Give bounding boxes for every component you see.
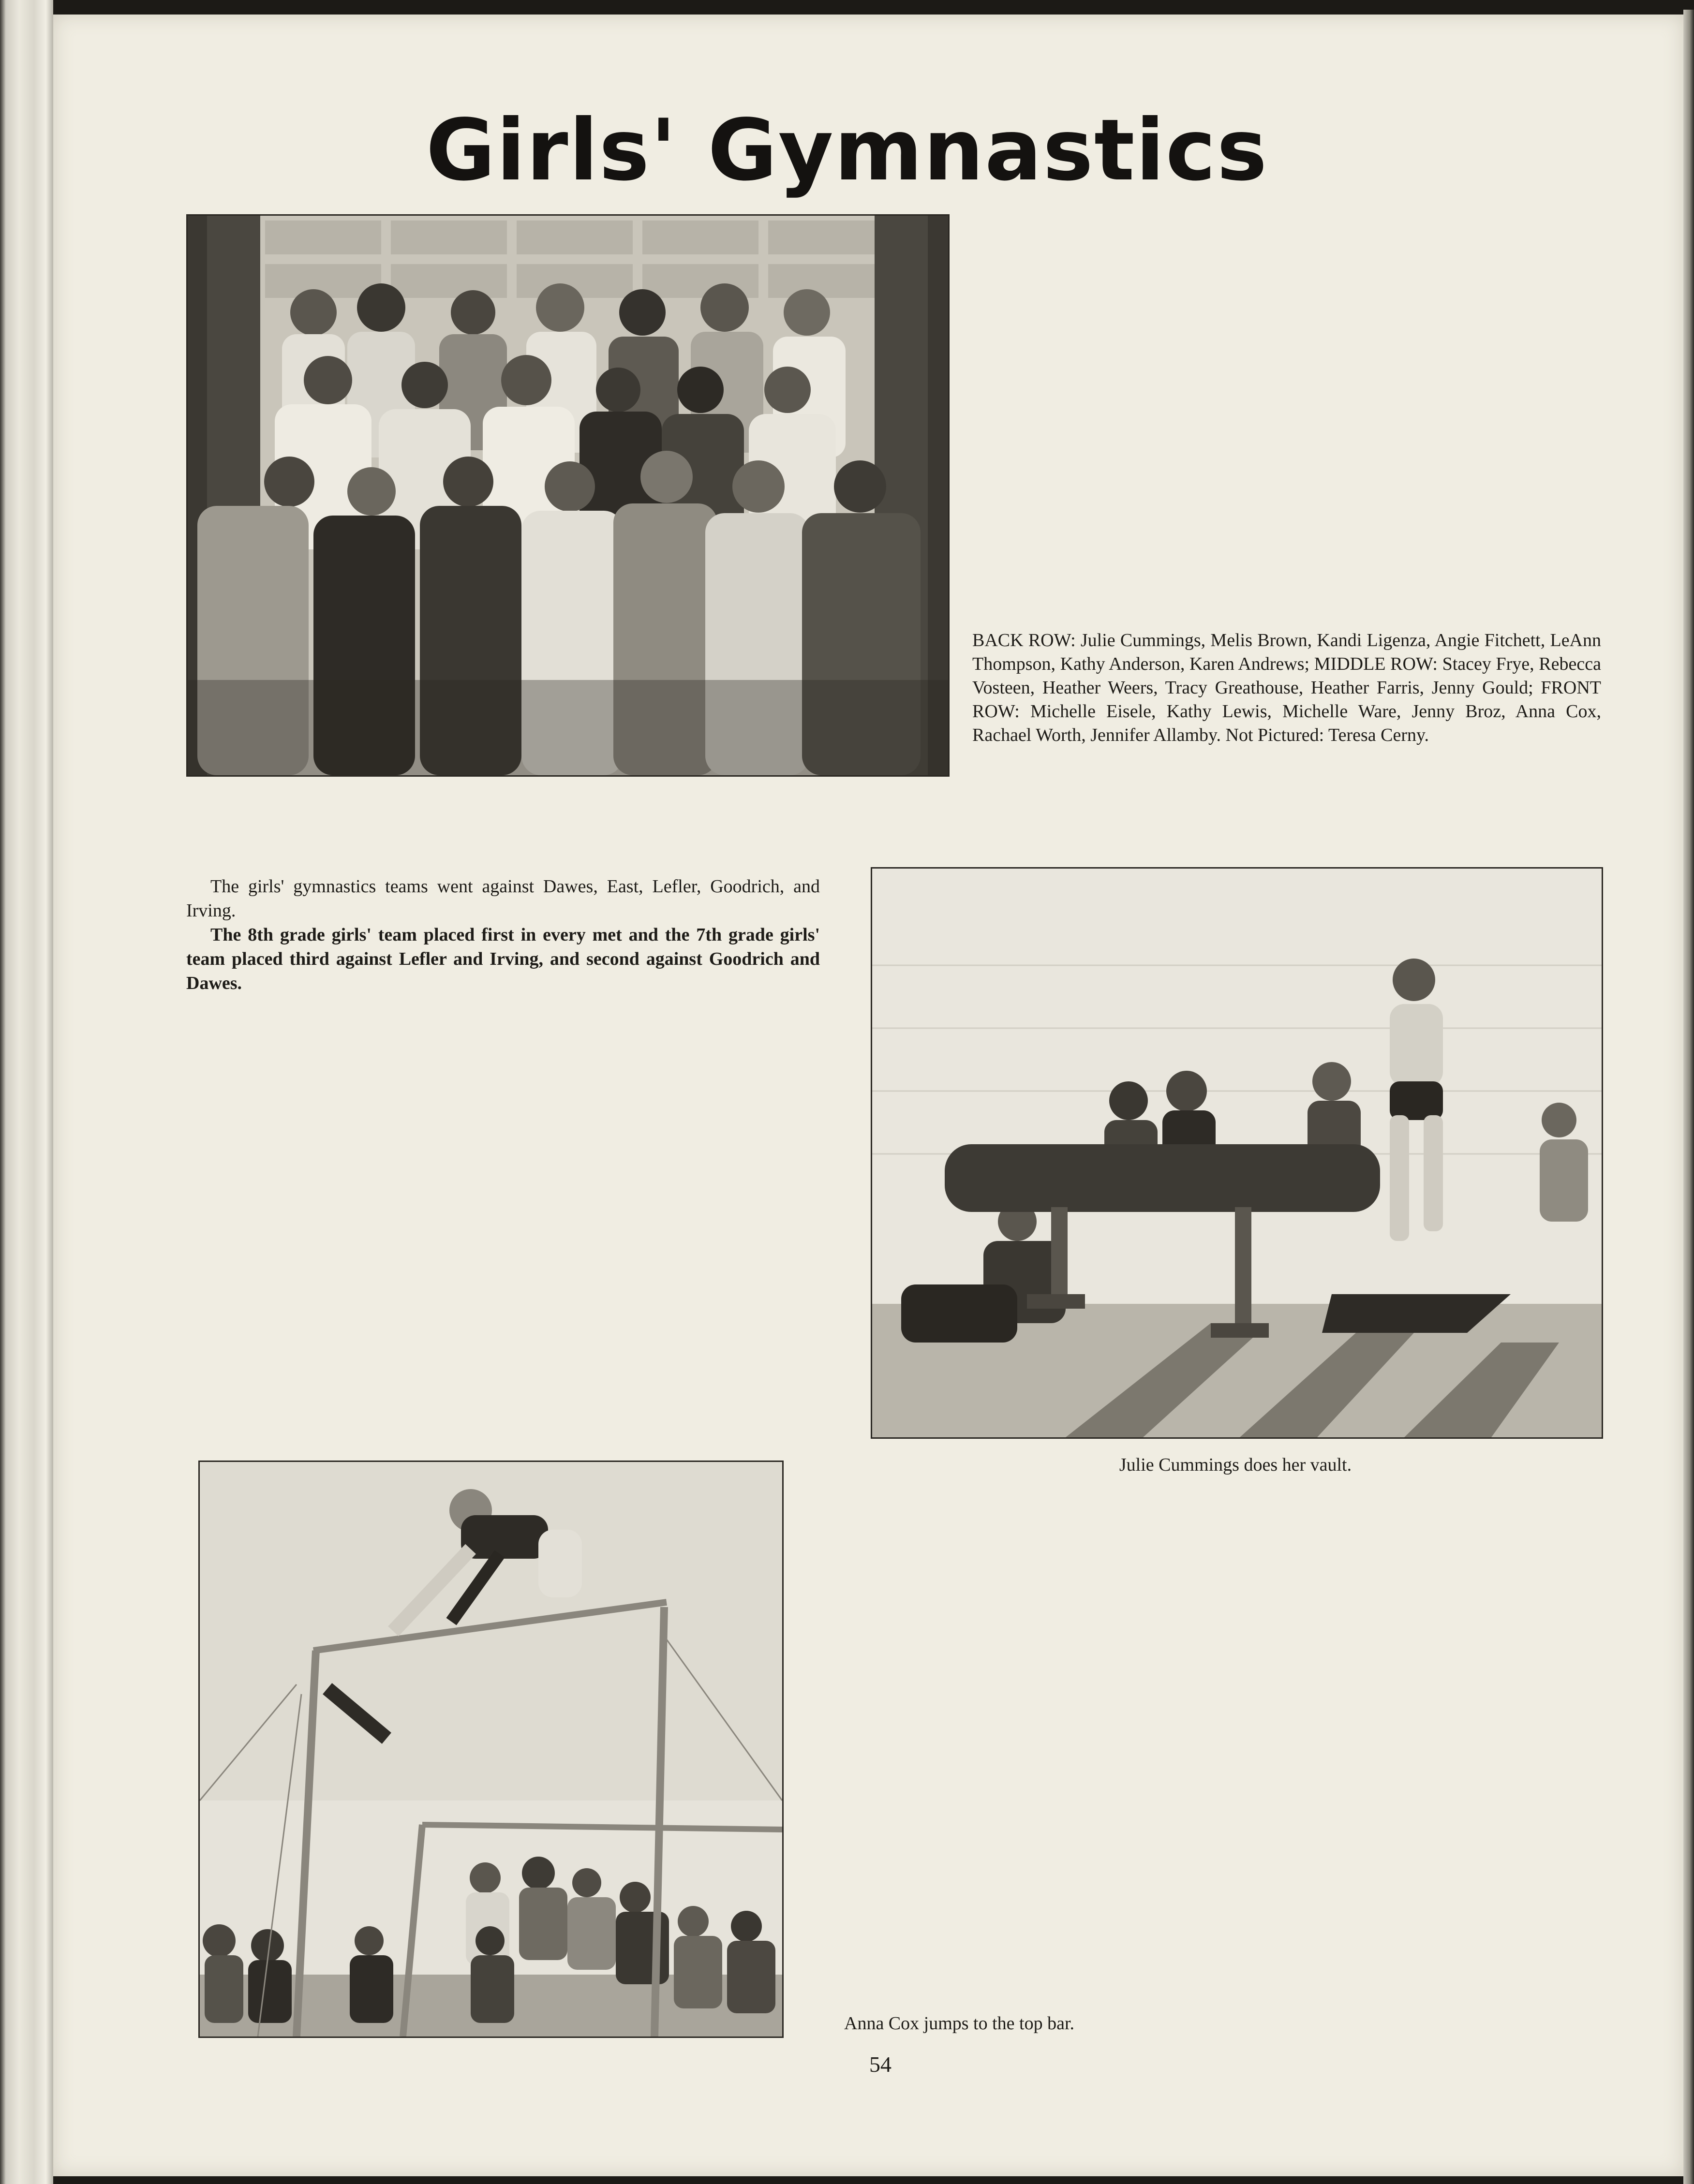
page-title: Girls' Gymnastics bbox=[426, 102, 1268, 200]
vault-photo-image bbox=[872, 869, 1602, 1437]
bars-photo-caption: Anna Cox jumps to the top bar. bbox=[844, 2013, 1075, 2034]
vault-photo-caption: Julie Cummings does her vault. bbox=[1119, 1455, 1352, 1475]
article-paragraph-2: The 8th grade girls' team placed first in every met and the 7th grade girls' team placed third against Lefler and Irving, and second against Goodrich and Dawes. bbox=[186, 925, 820, 993]
book-binding bbox=[0, 0, 53, 2184]
article-text bbox=[186, 874, 820, 995]
page-edge bbox=[1683, 10, 1694, 2184]
bars-photo-image bbox=[200, 1462, 782, 2036]
vault-photo bbox=[871, 867, 1603, 1439]
team-photo-image bbox=[188, 216, 948, 775]
team-photo-caption: BACK ROW: Julie Cummings, Melis Brown, Kandi Ligenza, Angie Fitchett, LeAnn Thompson, Kathy Anderson, Karen Andrews; MIDDLE ROW: Stacey Frye, Rebecca Vosteen, Heather Weers, Tracy Greathouse, Heather Farris, Jenny Gould; FRONT ROW: Michelle Eisele, Kathy Lewis, Michelle Ware, Jenny Broz, Anna Cox, Rachael Worth, Jennifer Allamby. Not Pictured: Teresa Cerny. bbox=[972, 630, 1601, 745]
bars-photo bbox=[198, 1461, 784, 2038]
team-photo bbox=[186, 214, 950, 777]
page-number: 54 bbox=[869, 2052, 892, 2077]
article-paragraph-1: The girls' gymnastics teams went against Dawes, East, Lefler, Goodrich, and Irving. bbox=[186, 876, 820, 921]
